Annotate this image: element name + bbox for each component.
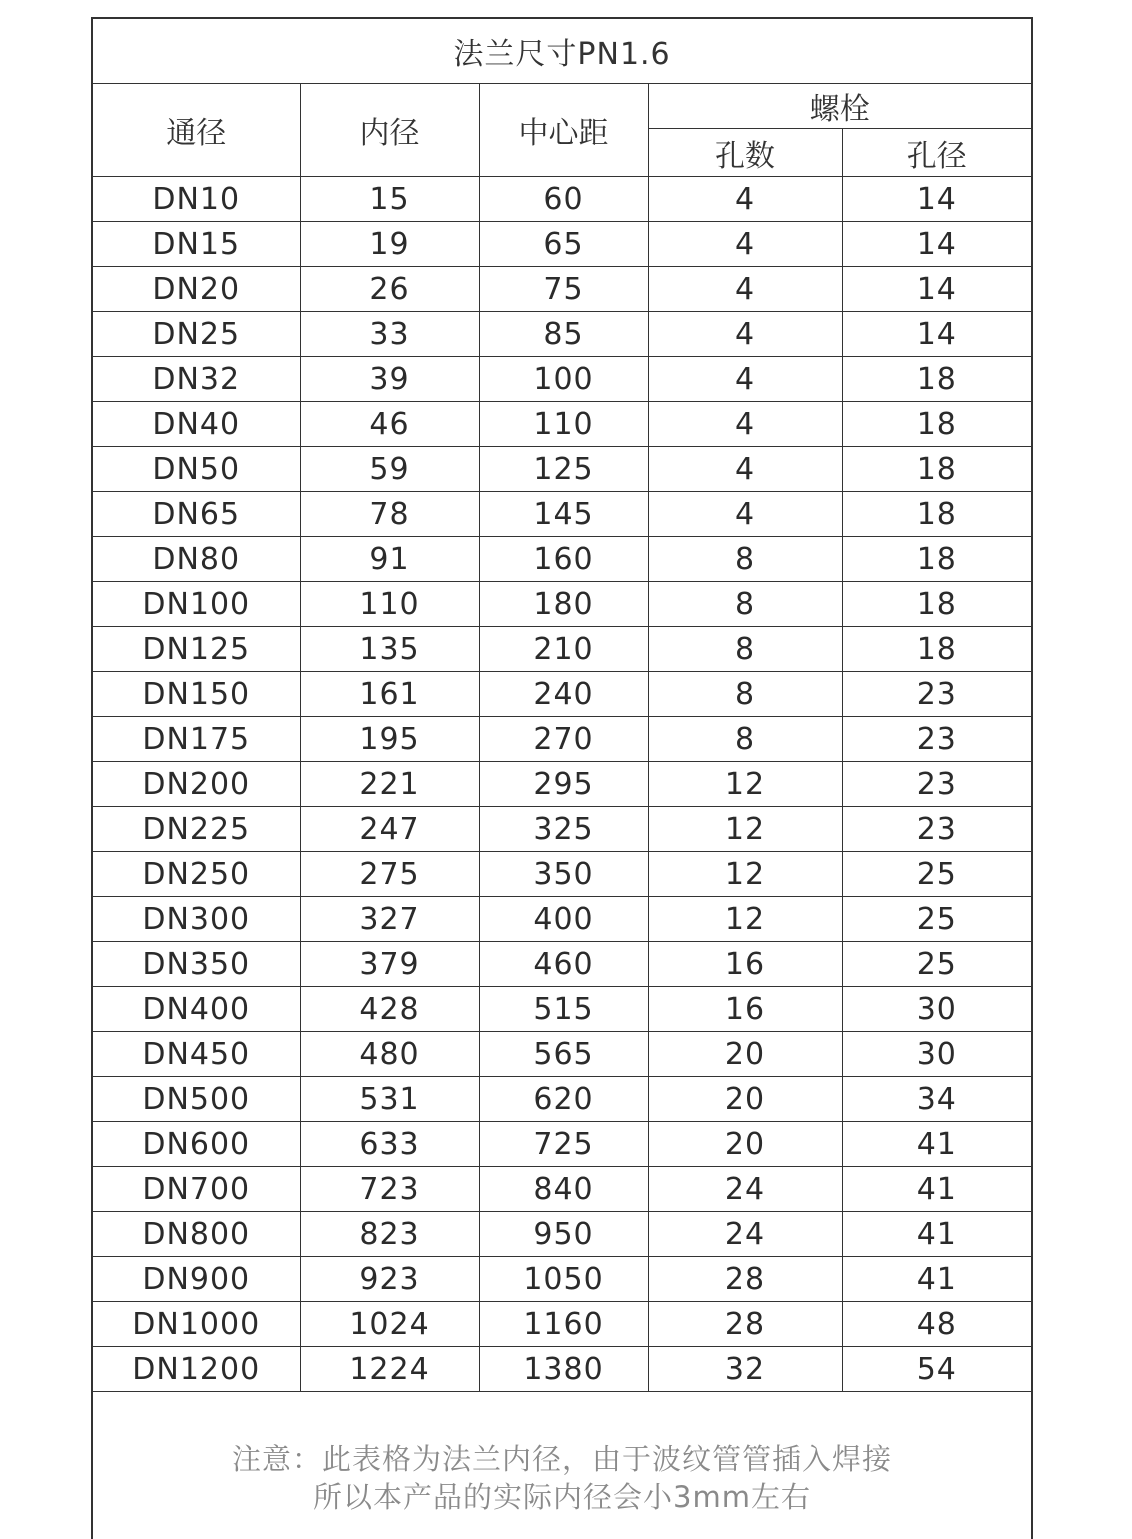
cell-hole-count: 4	[648, 312, 842, 357]
cell-hole-count: 20	[648, 1077, 842, 1122]
cell-inner-diameter: 161	[300, 672, 479, 717]
cell-nominal-diameter: DN400	[93, 987, 300, 1032]
table-row	[93, 1302, 1031, 1347]
cell-hole-diameter: 23	[842, 717, 1031, 762]
header-inner-diameter: 内径	[300, 84, 479, 177]
cell-inner-diameter: 1224	[300, 1347, 479, 1392]
cell-nominal-diameter: DN700	[93, 1167, 300, 1212]
table-row	[93, 357, 1031, 402]
cell-nominal-diameter: DN450	[93, 1032, 300, 1077]
cell-hole-diameter: 25	[842, 852, 1031, 897]
cell-nominal-diameter: DN600	[93, 1122, 300, 1167]
cell-center-distance: 180	[479, 582, 648, 627]
cell-inner-diameter: 480	[300, 1032, 479, 1077]
cell-hole-count: 8	[648, 537, 842, 582]
cell-hole-diameter: 41	[842, 1212, 1031, 1257]
cell-hole-count: 4	[648, 357, 842, 402]
cell-hole-diameter: 25	[842, 897, 1031, 942]
table-row	[93, 1257, 1031, 1302]
cell-inner-diameter: 59	[300, 447, 479, 492]
cell-center-distance: 60	[479, 177, 648, 222]
cell-hole-count: 16	[648, 942, 842, 987]
cell-hole-diameter: 41	[842, 1122, 1031, 1167]
cell-center-distance: 1380	[479, 1347, 648, 1392]
cell-inner-diameter: 19	[300, 222, 479, 267]
cell-center-distance: 515	[479, 987, 648, 1032]
header-bolt: 螺栓	[648, 84, 1031, 129]
cell-hole-count: 12	[648, 762, 842, 807]
cell-nominal-diameter: DN40	[93, 402, 300, 447]
note-line-1: 注意：此表格为法兰内径，由于波纹管管插入焊接	[231, 1442, 892, 1476]
header-nominal-diameter: 通径	[93, 84, 300, 177]
cell-hole-diameter: 18	[842, 537, 1031, 582]
cell-hole-count: 8	[648, 717, 842, 762]
table-row	[93, 402, 1031, 447]
cell-hole-count: 4	[648, 222, 842, 267]
cell-hole-diameter: 41	[842, 1257, 1031, 1302]
cell-nominal-diameter: DN20	[93, 267, 300, 312]
cell-inner-diameter: 135	[300, 627, 479, 672]
cell-inner-diameter: 1024	[300, 1302, 479, 1347]
cell-nominal-diameter: DN80	[93, 537, 300, 582]
cell-hole-count: 4	[648, 267, 842, 312]
cell-hole-diameter: 48	[842, 1302, 1031, 1347]
cell-nominal-diameter: DN900	[93, 1257, 300, 1302]
cell-hole-diameter: 18	[842, 357, 1031, 402]
cell-center-distance: 950	[479, 1212, 648, 1257]
header-hole-count: 孔数	[648, 129, 842, 177]
cell-nominal-diameter: DN500	[93, 1077, 300, 1122]
cell-nominal-diameter: DN800	[93, 1212, 300, 1257]
cell-inner-diameter: 428	[300, 987, 479, 1032]
cell-inner-diameter: 46	[300, 402, 479, 447]
table-row	[93, 1122, 1031, 1167]
cell-nominal-diameter: DN300	[93, 897, 300, 942]
table-row	[93, 222, 1031, 267]
cell-inner-diameter: 247	[300, 807, 479, 852]
cell-center-distance: 65	[479, 222, 648, 267]
table-row	[93, 717, 1031, 762]
cell-nominal-diameter: DN32	[93, 357, 300, 402]
cell-hole-count: 32	[648, 1347, 842, 1392]
cell-center-distance: 460	[479, 942, 648, 987]
cell-nominal-diameter: DN225	[93, 807, 300, 852]
cell-hole-diameter: 41	[842, 1167, 1031, 1212]
cell-center-distance: 100	[479, 357, 648, 402]
cell-center-distance: 145	[479, 492, 648, 537]
cell-nominal-diameter: DN175	[93, 717, 300, 762]
cell-nominal-diameter: DN125	[93, 627, 300, 672]
cell-inner-diameter: 91	[300, 537, 479, 582]
cell-hole-count: 24	[648, 1212, 842, 1257]
cell-hole-diameter: 18	[842, 447, 1031, 492]
note-line-2: 所以本产品的实际内径会小3mm左右	[313, 1480, 811, 1514]
cell-inner-diameter: 78	[300, 492, 479, 537]
cell-nominal-diameter: DN10	[93, 177, 300, 222]
cell-hole-diameter: 14	[842, 222, 1031, 267]
cell-hole-diameter: 18	[842, 402, 1031, 447]
cell-hole-diameter: 30	[842, 1032, 1031, 1077]
cell-inner-diameter: 723	[300, 1167, 479, 1212]
cell-nominal-diameter: DN15	[93, 222, 300, 267]
header-hole-diameter: 孔径	[842, 129, 1031, 177]
cell-nominal-diameter: DN350	[93, 942, 300, 987]
table-row	[93, 942, 1031, 987]
cell-hole-count: 4	[648, 402, 842, 447]
table-row	[93, 447, 1031, 492]
table-row	[93, 177, 1031, 222]
cell-center-distance: 110	[479, 402, 648, 447]
cell-inner-diameter: 195	[300, 717, 479, 762]
cell-nominal-diameter: DN100	[93, 582, 300, 627]
cell-inner-diameter: 379	[300, 942, 479, 987]
table-row	[93, 1212, 1031, 1257]
table-row	[93, 852, 1031, 897]
cell-center-distance: 620	[479, 1077, 648, 1122]
cell-center-distance: 840	[479, 1167, 648, 1212]
table-row	[93, 1167, 1031, 1212]
cell-center-distance: 1050	[479, 1257, 648, 1302]
table-row	[93, 492, 1031, 537]
cell-center-distance: 160	[479, 537, 648, 582]
cell-center-distance: 350	[479, 852, 648, 897]
cell-hole-diameter: 25	[842, 942, 1031, 987]
table-row	[93, 987, 1031, 1032]
cell-nominal-diameter: DN1000	[93, 1302, 300, 1347]
header-center-distance: 中心距	[479, 84, 648, 177]
cell-center-distance: 295	[479, 762, 648, 807]
cell-hole-count: 4	[648, 177, 842, 222]
table-row	[93, 312, 1031, 357]
cell-hole-count: 12	[648, 852, 842, 897]
cell-nominal-diameter: DN200	[93, 762, 300, 807]
cell-center-distance: 565	[479, 1032, 648, 1077]
table-row	[93, 537, 1031, 582]
table-row	[93, 627, 1031, 672]
cell-center-distance: 325	[479, 807, 648, 852]
cell-nominal-diameter: DN250	[93, 852, 300, 897]
cell-hole-count: 24	[648, 1167, 842, 1212]
table-row	[93, 807, 1031, 852]
table-row	[93, 1077, 1031, 1122]
cell-center-distance: 240	[479, 672, 648, 717]
flange-size-table	[93, 19, 1031, 1392]
table-row	[93, 1032, 1031, 1077]
cell-hole-count: 20	[648, 1032, 842, 1077]
table-row	[93, 582, 1031, 627]
table-row	[93, 267, 1031, 312]
cell-center-distance: 400	[479, 897, 648, 942]
cell-hole-diameter: 34	[842, 1077, 1031, 1122]
table-row	[93, 672, 1031, 717]
cell-hole-diameter: 23	[842, 762, 1031, 807]
cell-nominal-diameter: DN1200	[93, 1347, 300, 1392]
cell-nominal-diameter: DN150	[93, 672, 300, 717]
cell-inner-diameter: 531	[300, 1077, 479, 1122]
cell-hole-count: 4	[648, 492, 842, 537]
cell-hole-count: 8	[648, 627, 842, 672]
cell-hole-diameter: 18	[842, 582, 1031, 627]
cell-inner-diameter: 33	[300, 312, 479, 357]
cell-hole-diameter: 30	[842, 987, 1031, 1032]
cell-hole-count: 28	[648, 1257, 842, 1302]
table-row	[93, 1347, 1031, 1392]
cell-inner-diameter: 823	[300, 1212, 479, 1257]
table-row	[93, 762, 1031, 807]
cell-inner-diameter: 923	[300, 1257, 479, 1302]
cell-center-distance: 75	[479, 267, 648, 312]
cell-hole-count: 8	[648, 582, 842, 627]
cell-hole-diameter: 18	[842, 492, 1031, 537]
cell-hole-diameter: 14	[842, 267, 1031, 312]
table-title: 法兰尺寸PN1.6	[93, 19, 1031, 84]
cell-center-distance: 1160	[479, 1302, 648, 1347]
cell-inner-diameter: 39	[300, 357, 479, 402]
cell-inner-diameter: 275	[300, 852, 479, 897]
cell-inner-diameter: 110	[300, 582, 479, 627]
cell-hole-count: 20	[648, 1122, 842, 1167]
cell-center-distance: 85	[479, 312, 648, 357]
cell-hole-diameter: 14	[842, 312, 1031, 357]
cell-nominal-diameter: DN50	[93, 447, 300, 492]
cell-nominal-diameter: DN65	[93, 492, 300, 537]
cell-center-distance: 210	[479, 627, 648, 672]
cell-hole-diameter: 23	[842, 807, 1031, 852]
cell-hole-count: 12	[648, 807, 842, 852]
cell-hole-count: 16	[648, 987, 842, 1032]
cell-hole-diameter: 54	[842, 1347, 1031, 1392]
cell-hole-count: 12	[648, 897, 842, 942]
cell-inner-diameter: 633	[300, 1122, 479, 1167]
cell-inner-diameter: 15	[300, 177, 479, 222]
note	[93, 1440, 1031, 1516]
cell-hole-count: 28	[648, 1302, 842, 1347]
cell-hole-diameter: 18	[842, 627, 1031, 672]
cell-center-distance: 725	[479, 1122, 648, 1167]
cell-inner-diameter: 26	[300, 267, 479, 312]
table-row	[93, 897, 1031, 942]
cell-hole-diameter: 23	[842, 672, 1031, 717]
cell-hole-diameter: 14	[842, 177, 1031, 222]
cell-hole-count: 4	[648, 447, 842, 492]
cell-nominal-diameter: DN25	[93, 312, 300, 357]
cell-inner-diameter: 327	[300, 897, 479, 942]
cell-center-distance: 270	[479, 717, 648, 762]
flange-size-sheet	[91, 17, 1033, 1539]
cell-hole-count: 8	[648, 672, 842, 717]
cell-inner-diameter: 221	[300, 762, 479, 807]
cell-center-distance: 125	[479, 447, 648, 492]
table-body	[93, 177, 1031, 1392]
